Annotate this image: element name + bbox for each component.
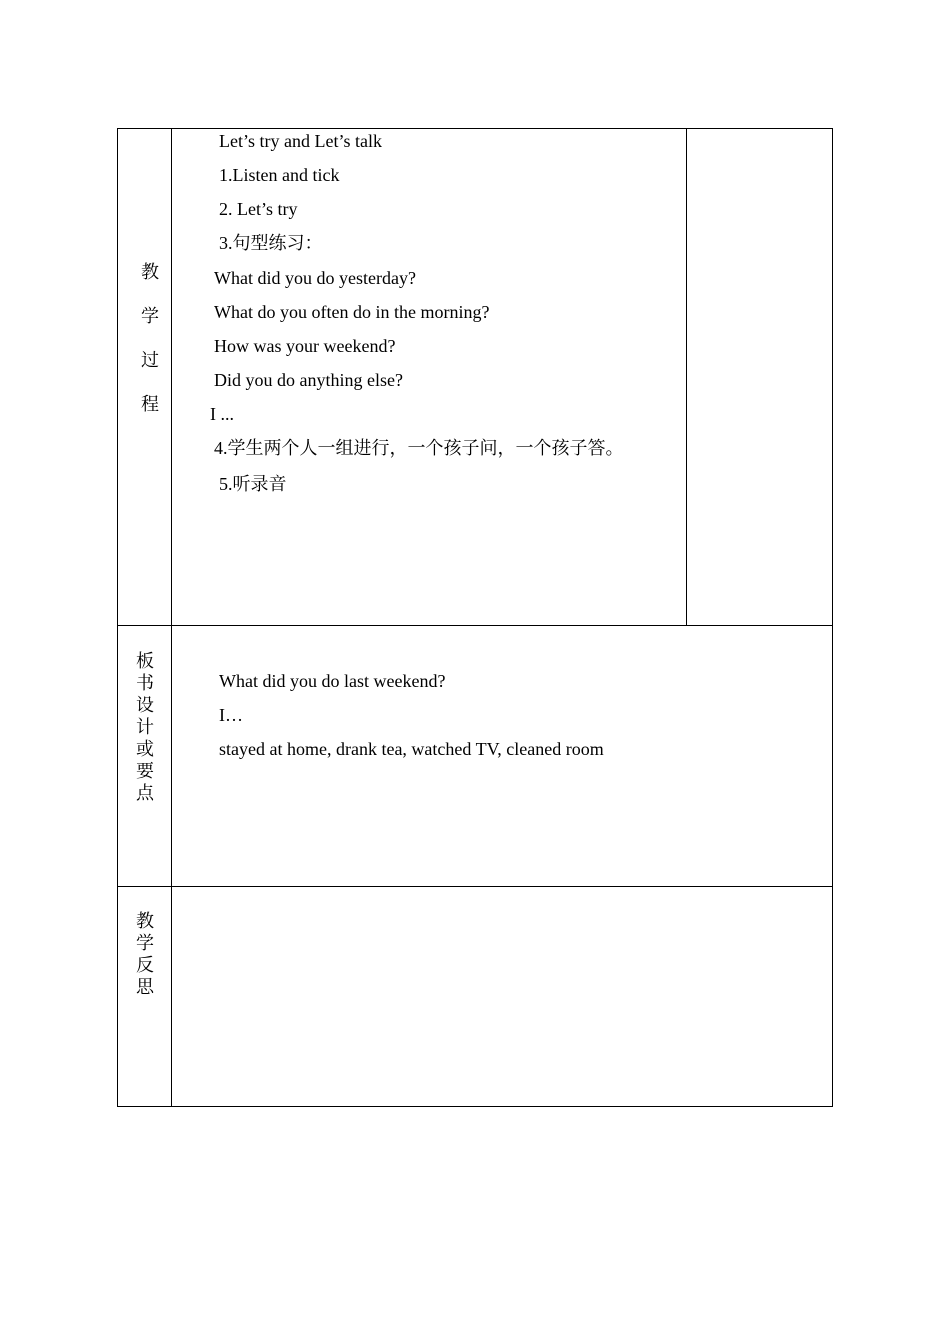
process-line: 5.听录音 (219, 474, 287, 494)
board-line: What did you do last weekend? (219, 671, 446, 691)
label-char: 过 (141, 350, 159, 370)
label-char: 反 (136, 955, 154, 975)
label-column-divider (171, 128, 172, 1107)
label-char: 学 (136, 933, 154, 953)
label-char: 要 (136, 761, 154, 781)
process-line: What did you do yesterday? (214, 268, 416, 288)
label-char: 计 (136, 717, 154, 737)
process-line: 2. Let’s try (219, 199, 298, 219)
teaching-reflection-label (130, 910, 160, 998)
label-char: 点 (136, 783, 154, 803)
board-design-label (130, 650, 160, 804)
table-bottom-border (117, 1106, 833, 1107)
label-char: 程 (141, 394, 159, 414)
table-left-border (117, 128, 118, 1107)
label-char: 书 (136, 673, 154, 693)
table-row-divider-1 (117, 625, 833, 626)
table-right-border (832, 128, 833, 1107)
label-char: 教 (141, 262, 159, 282)
notes-column-divider (686, 128, 687, 626)
label-char: 思 (136, 977, 154, 997)
process-line: 3.句型练习： (219, 233, 323, 253)
table-top-border (117, 128, 833, 129)
teaching-process-label (135, 262, 165, 438)
process-line: Let’s try and Let’s talk (219, 131, 382, 151)
process-line: 1.Listen and tick (219, 165, 340, 185)
table-row-divider-2 (117, 886, 833, 887)
board-line: stayed at home, drank tea, watched TV, cleaned room (219, 739, 604, 759)
process-line: Did you do anything else? (214, 370, 403, 390)
process-line: 4.学生两个人一组进行，一个孩子问，一个孩子答。 (214, 438, 624, 458)
board-line: I… (219, 705, 243, 725)
label-char: 设 (136, 695, 154, 715)
label-char: 或 (136, 739, 154, 759)
process-line: What do you often do in the morning? (214, 302, 490, 322)
label-char: 学 (141, 306, 159, 326)
process-line: I ... (210, 404, 234, 424)
process-line: How was your weekend? (214, 336, 396, 356)
label-char: 板 (136, 651, 154, 671)
label-char: 教 (136, 911, 154, 931)
